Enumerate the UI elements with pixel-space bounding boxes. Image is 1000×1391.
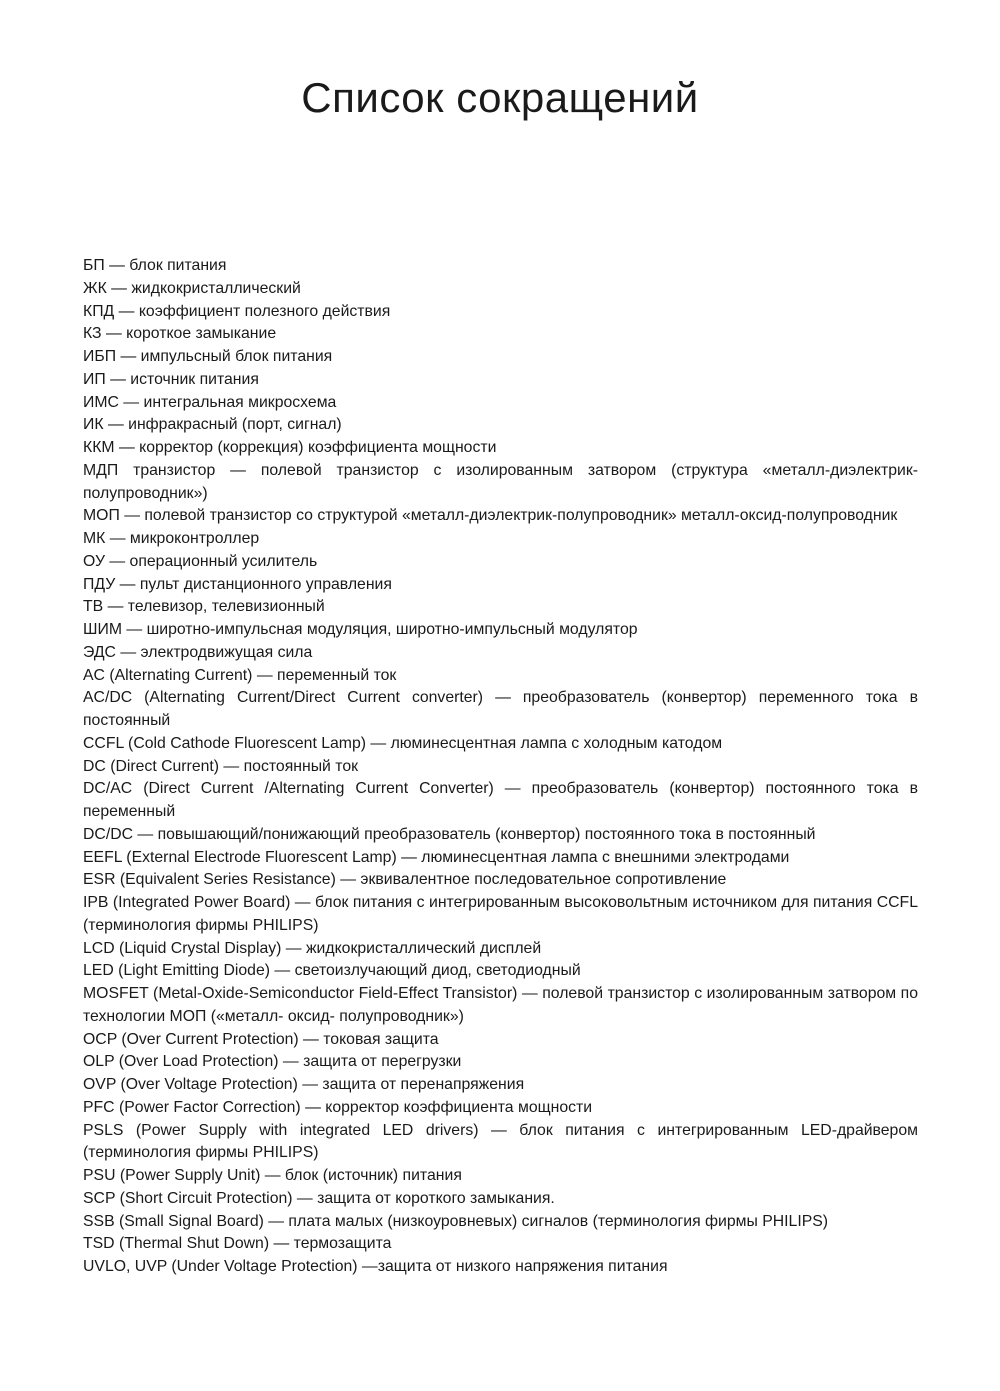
abbreviation-entry: МДП транзистор — полевой транзистор с изолированным затвором (структура «металл-диэлектрик-полупроводник») [83, 461, 918, 502]
abbreviation-entry: SSB (Small Signal Board) — плата малых (низкоуровневых) сигналов (терминология фирмы PHILIPS) [83, 1212, 829, 1230]
abbreviation-entry: DC (Direct Current) — постоянный ток [83, 757, 359, 775]
abbreviation-entry: ESR (Equivalent Series Resistance) — эквивалентное последовательное сопротивление [83, 871, 727, 889]
abbreviation-entry: PSU (Power Supply Unit) — блок (источник) питания [83, 1167, 462, 1184]
abbreviation-entry: OCP (Over Current Protection) — токовая защита [83, 1030, 439, 1048]
abbreviation-entry: ИМС — интегральная микросхема [83, 393, 337, 411]
abbreviation-entry: КПД — коэффициент полезного действия [83, 302, 391, 320]
abbreviation-entry: ШИМ — широтно-импульсная модуляция, широтно-импульсный модулятор [83, 621, 638, 638]
abbreviation-entry: МК — микроконтроллер [83, 530, 260, 547]
abbreviation-entry: ККМ — корректор (коррекция) коэффициента мощности [83, 439, 497, 456]
abbreviation-entry: ПДУ — пульт дистанционного управления [83, 575, 392, 593]
abbreviation-entry: МОП — полевой транзистор со структурой «металл-диэлектрик-полупроводник» металл-оксид-полупроводник [83, 507, 898, 525]
abbreviation-entry: LCD (Liquid Crystal Display) — жидкокристаллический дисплей [83, 939, 542, 957]
abbreviation-entry: ОУ — операционный усилитель [83, 552, 318, 570]
abbreviation-entry: AC/DC (Alternating Current/Direct Current converter) — преобразователь (конвертор) переменного тока в постоянный [83, 689, 918, 729]
abbreviation-entry: UVLO, UVP (Under Voltage Protection) —защита от низкого напряжения питания [83, 1258, 668, 1275]
abbreviation-entry: КЗ — короткое замыкание [83, 325, 277, 343]
abbreviation-entry: TSD (Thermal Shut Down) — термозащита [83, 1235, 392, 1253]
abbreviation-entry: EEFL (External Electrode Fluorescent Lamp) — люминесцентная лампа с внешними электродами [83, 848, 790, 866]
abbreviation-entry: БП — блок питания [83, 257, 227, 274]
abbreviation-entry: ЖК — жидкокристаллический [83, 279, 301, 297]
abbreviation-list [83, 255, 918, 1279]
abbreviation-entry: SCP (Short Circuit Protection) — защита от короткого замыкания. [83, 1189, 555, 1207]
abbreviation-entry: AC (Alternating Current) — переменный ток [83, 666, 397, 684]
abbreviation-entry: DC/DC — повышающий/понижающий преобразователь (конвертор) постоянного тока в постоянный [83, 825, 816, 843]
abbreviation-entry: ЭДС — электродвижущая сила [83, 643, 313, 661]
abbreviation-entry: IPB (Integrated Power Board) — блок питания с интегрированным высоковольтным источником для питания CCFL (терминология фирмы PHILIPS) [83, 894, 918, 934]
page-title: Список сокращений [301, 74, 699, 121]
abbreviation-entry: OLP (Over Load Protection) — защита от перегрузки [83, 1053, 462, 1071]
abbreviation-entry: ИБП — импульсный блок питания [83, 348, 333, 365]
abbreviation-entry: DC/AC (Direct Current /Alternating Current Converter) — преобразователь (конвертор) постоянного тока в переменный [83, 780, 918, 820]
abbreviation-entry: ТВ — телевизор, телевизионный [83, 598, 325, 616]
abbreviation-entry: LED (Light Emitting Diode) — светоизлучающий диод, светодиодный [83, 962, 581, 980]
abbreviation-entry: CCFL (Cold Cathode Fluorescent Lamp) — люминесцентная лампа с холодным катодом [83, 734, 723, 752]
abbreviation-entry: OVP (Over Voltage Protection) — защита от перенапряжения [83, 1076, 525, 1093]
abbreviation-entry: MOSFET (Metal-Oxide-Semiconductor Field-Effect Transistor) — полевой транзистор с изолированным затвором по технологии МОП («металл- оксид- полупроводник») [83, 985, 918, 1025]
abbreviation-entry: ИП — источник питания [83, 370, 259, 388]
abbreviation-entry: PSLS (Power Supply with integrated LED drivers) — блок питания с интегрированным LED-драйвером (терминология фирмы PHILIPS) [83, 1121, 918, 1162]
abbreviation-entry: ИК — инфракрасный (порт, сигнал) [83, 416, 342, 434]
abbreviation-entry: PFC (Power Factor Correction) — корректор коэффициента мощности [83, 1098, 593, 1116]
